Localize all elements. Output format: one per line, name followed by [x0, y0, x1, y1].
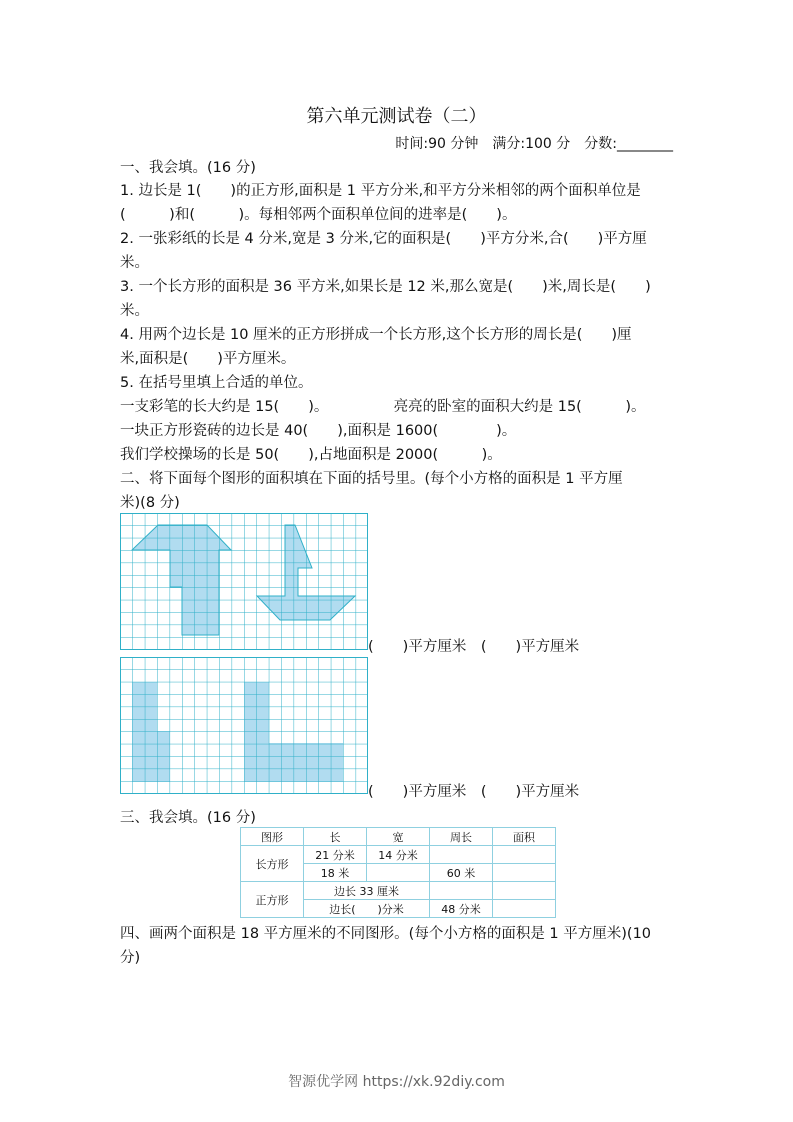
section-2-heading-cont: 米)(8 分): [120, 495, 180, 511]
grid-1-answers: ( )平方厘米 ( )平方厘米: [368, 639, 580, 655]
table-header-row: [241, 828, 556, 846]
table-cell: [493, 882, 556, 900]
table-cell: 14 分米: [367, 846, 430, 864]
table-cell: [493, 864, 556, 882]
table-header: 周长: [430, 828, 493, 846]
row-label: 正方形: [241, 882, 304, 918]
q4-line2: 米,面积是( )平方厘米。: [120, 351, 296, 367]
table-row: [241, 846, 556, 864]
q3-line2: 米。: [120, 303, 149, 319]
table-cell: 48 分米: [430, 900, 493, 918]
q3-line1: 3. 一个长方形的面积是 36 平方米,如果长是 12 米,那么宽是( )米,周长是( ): [120, 279, 651, 295]
section-4-heading-cont: 分): [120, 950, 141, 966]
table-header: 图形: [241, 828, 304, 846]
q5-heading: 5. 在括号里填上合适的单位。: [120, 375, 313, 391]
grid-figure-1: [120, 513, 369, 650]
q4-line1: 4. 用两个边长是 10 厘米的正方形拼成一个长方形,这个长方形的周长是( )厘: [120, 327, 632, 343]
q5-line1: 一支彩笔的长大约是 15( )。 亮亮的卧室的面积大约是 15( )。: [120, 399, 646, 415]
section-3-heading: 三、我会填。(16 分): [120, 810, 256, 826]
table-cell: [367, 864, 430, 882]
table-cell: 60 米: [430, 864, 493, 882]
table-cell: 18 米: [304, 864, 367, 882]
section-2-heading: 二、将下面每个图形的面积填在下面的括号里。(每个小方格的面积是 1 平方厘: [120, 471, 623, 487]
table-cell: 边长 33 厘米: [304, 882, 430, 900]
page-title: 第六单元测试卷（二）: [306, 106, 487, 127]
table-row: [241, 882, 556, 900]
table-cell: [493, 846, 556, 864]
table-cell: [430, 882, 493, 900]
section-1-heading: 一、我会填。(16 分): [120, 160, 256, 176]
fill-table: [240, 827, 556, 918]
q1-line2: ( )和( )。每相邻两个面积单位间的进率是( )。: [120, 207, 517, 223]
exam-meta: 时间:90 分钟 满分:100 分 分数:________: [395, 136, 673, 152]
table-cell: 21 分米: [304, 846, 367, 864]
q2-line2: 米。: [120, 255, 149, 271]
table-header: 宽: [367, 828, 430, 846]
row-label: 长方形: [241, 846, 304, 882]
grid-figure-2: [120, 657, 369, 795]
q1-line1: 1. 边长是 1( )的正方形,面积是 1 平方分米,和平方分米相邻的两个面积单位是: [120, 183, 641, 199]
table-cell: [430, 846, 493, 864]
table-cell: [493, 900, 556, 918]
table-cell: 边长( )分米: [304, 900, 430, 918]
table-header: 面积: [493, 828, 556, 846]
q2-line1: 2. 一张彩纸的长是 4 分米,宽是 3 分米,它的面积是( )平方分米,合( )平方厘: [120, 231, 647, 247]
section-4-heading: 四、画两个面积是 18 平方厘米的不同图形。(每个小方格的面积是 1 平方厘米)(10: [120, 926, 652, 942]
footer-watermark: 智源优学网 https://xk.92diy.com: [288, 1074, 505, 1090]
table-header: 长: [304, 828, 367, 846]
q5-line2: 一块正方形瓷砖的边长是 40( ),面积是 1600( )。: [120, 423, 517, 439]
grid-2-answers: ( )平方厘米 ( )平方厘米: [368, 784, 580, 800]
q5-line3: 我们学校操场的长是 50( ),占地面积是 2000( )。: [120, 447, 502, 463]
